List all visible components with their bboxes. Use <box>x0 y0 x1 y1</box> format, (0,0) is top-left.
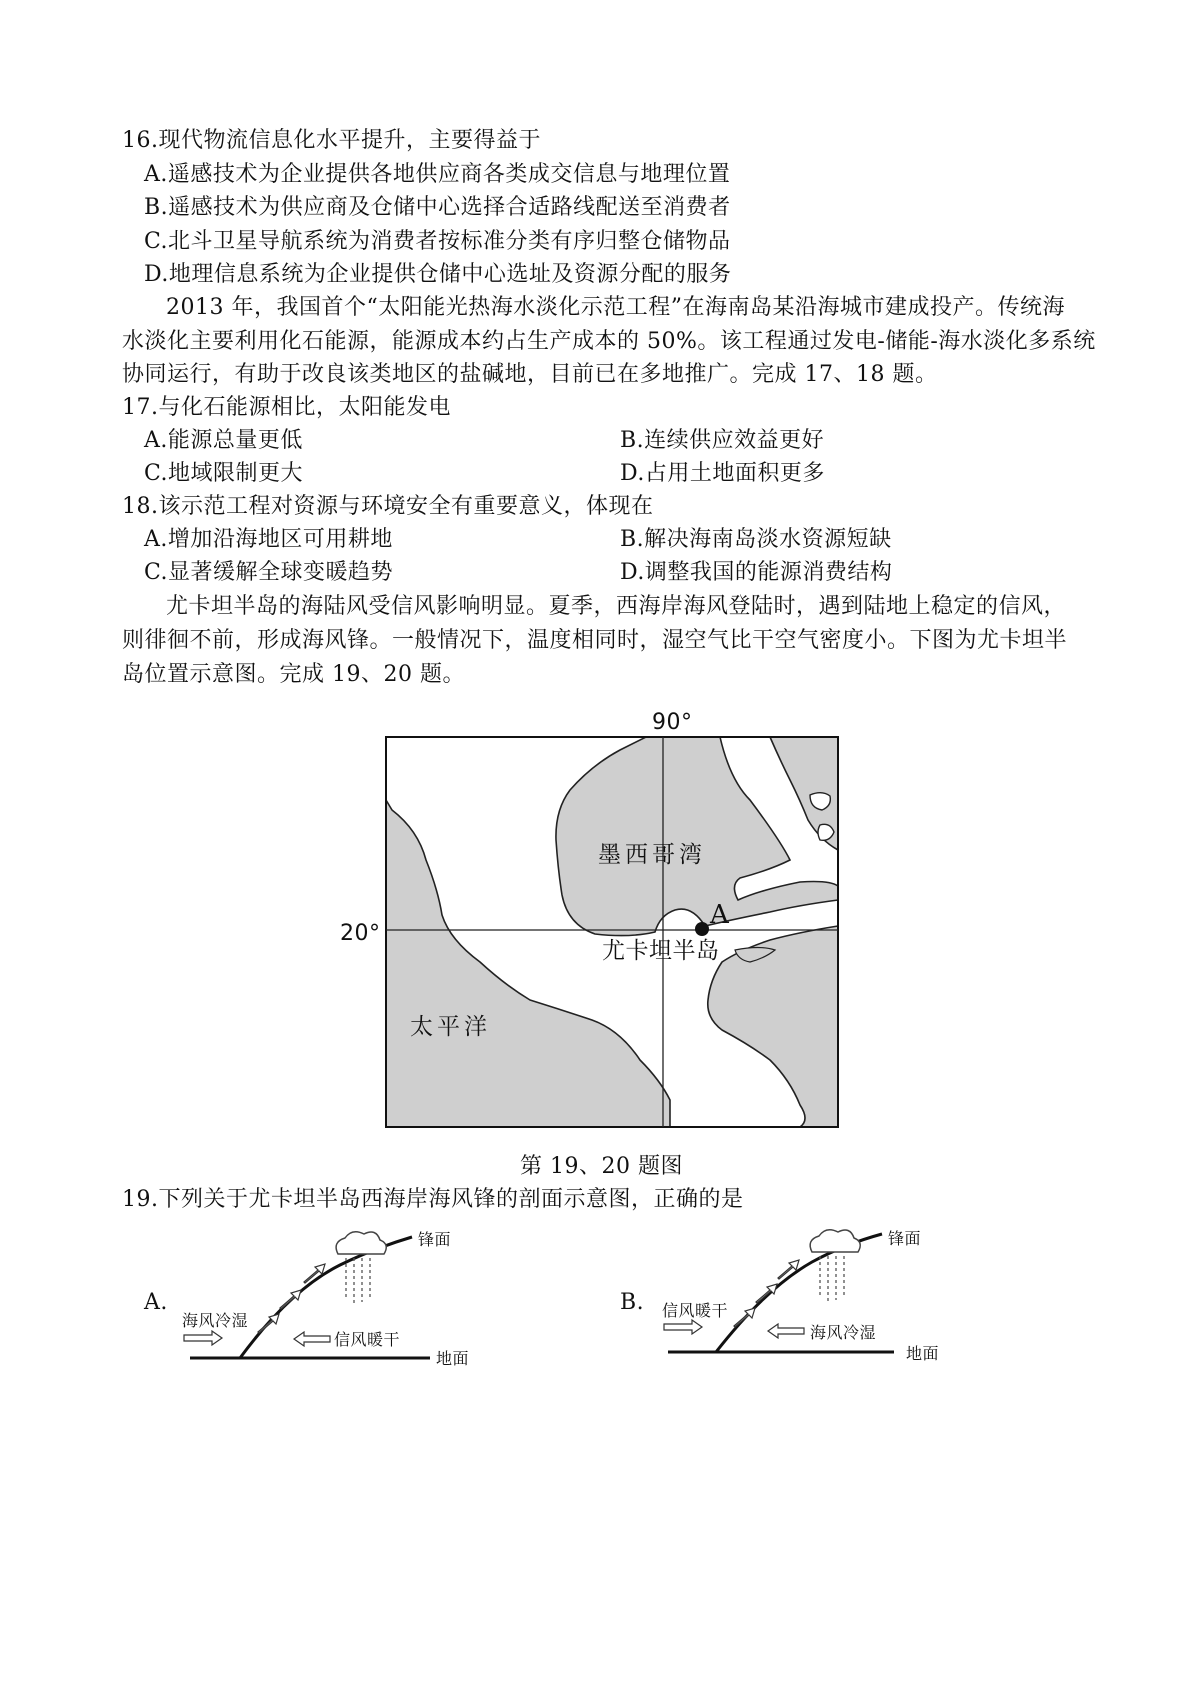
q19-stem: 19.下列关于尤卡坦半岛西海岸海风锋的剖面示意图，正确的是 <box>122 1187 744 1212</box>
q16-option-b: B.遥感技术为供应商及仓储中心选择合适路线配送至消费者 <box>144 195 731 220</box>
b-ground-label: 地面 <box>906 1344 940 1363</box>
point-a-marker <box>695 922 709 936</box>
longitude-label: 90° <box>652 710 693 735</box>
intro1-line3: 协同运行，有助于改良该类地区的盐碱地，目前已在多地推广。完成 17、18 题。 <box>122 362 938 387</box>
intro1-line2: 水淡化主要利用化石能源，能源成本约占生产成本的 50%。该工程通过发电-储能-海水淡化多系统 <box>122 329 1096 354</box>
q17-stem: 17.与化石能源相比，太阳能发电 <box>122 395 451 420</box>
a-ground-label: 地面 <box>436 1349 470 1368</box>
b-right-wind-label: 海风冷湿 <box>810 1323 877 1342</box>
a-front-label: 锋面 <box>418 1230 452 1249</box>
q19-option-a-letter: A. <box>144 1290 168 1315</box>
cloud-icon <box>810 1230 860 1252</box>
q17-option-c: C.地域限制更大 <box>144 461 304 486</box>
q17-option-d: D.占用土地面积更多 <box>620 461 825 486</box>
latitude-label: 20° <box>340 921 381 946</box>
q19-option-b-letter: B. <box>620 1290 645 1315</box>
left-arrow-icon <box>768 1324 804 1338</box>
intro2-line1: 尤卡坦半岛的海陆风受信风影响明显。夏季，西海岸海风登陆时，遇到陆地上稳定的信风， <box>166 594 1067 619</box>
q16-option-c: C.北斗卫星导航系统为消费者按标准分类有序归整仓储物品 <box>144 229 731 254</box>
q18-option-c: C.显著缓解全球变暖趋势 <box>144 560 394 585</box>
rain-icon <box>820 1256 844 1304</box>
intro1-line1: 2013 年，我国首个“太阳能光热海水淡化示范工程”在海南岛某沿海城市建成投产。传统海 <box>166 295 1065 320</box>
rain-icon <box>346 1258 370 1306</box>
b-left-wind-label: 信风暖干 <box>662 1301 729 1320</box>
rising-air-arrows-icon <box>258 1264 325 1333</box>
yucatan-location-map <box>330 700 870 1140</box>
gulf-label: 墨西哥湾 <box>598 842 706 868</box>
a-right-wind-label: 信风暖干 <box>334 1330 401 1349</box>
intro2-line3: 岛位置示意图。完成 19、20 题。 <box>122 662 465 687</box>
pacific-label: 太平洋 <box>410 1014 491 1040</box>
q16-option-d: D.地理信息系统为企业提供仓储中心选址及资源分配的服务 <box>144 262 732 287</box>
point-a-label: A <box>710 900 730 930</box>
rising-air-arrows-icon <box>734 1260 799 1327</box>
b-front-label: 锋面 <box>888 1229 922 1248</box>
q16-option-a: A.遥感技术为企业提供各地供应商各类成交信息与地理位置 <box>144 162 731 187</box>
q18-option-a: A.增加沿海地区可用耕地 <box>144 527 393 552</box>
q18-stem: 18.该示范工程对资源与环境安全有重要意义，体现在 <box>122 494 654 519</box>
a-left-wind-label: 海风冷湿 <box>182 1311 249 1330</box>
map-caption: 第 19、20 题图 <box>520 1154 683 1179</box>
intro2-line2: 则徘徊不前，形成海风锋。一般情况下，温度相同时，湿空气比干空气密度小。下图为尤卡坦半 <box>122 628 1068 653</box>
q17-option-a: A.能源总量更低 <box>144 428 303 453</box>
left-arrow-icon <box>294 1332 330 1346</box>
q16-stem: 16.现代物流信息化水平提升，主要得益于 <box>122 128 541 153</box>
cloud-icon <box>336 1232 386 1254</box>
q18-option-b: B.解决海南岛淡水资源短缺 <box>620 527 892 552</box>
q18-option-d: D.调整我国的能源消费结构 <box>620 560 893 585</box>
q17-option-b: B.连续供应效益更好 <box>620 428 825 453</box>
peninsula-label: 尤卡坦半岛 <box>602 938 720 964</box>
